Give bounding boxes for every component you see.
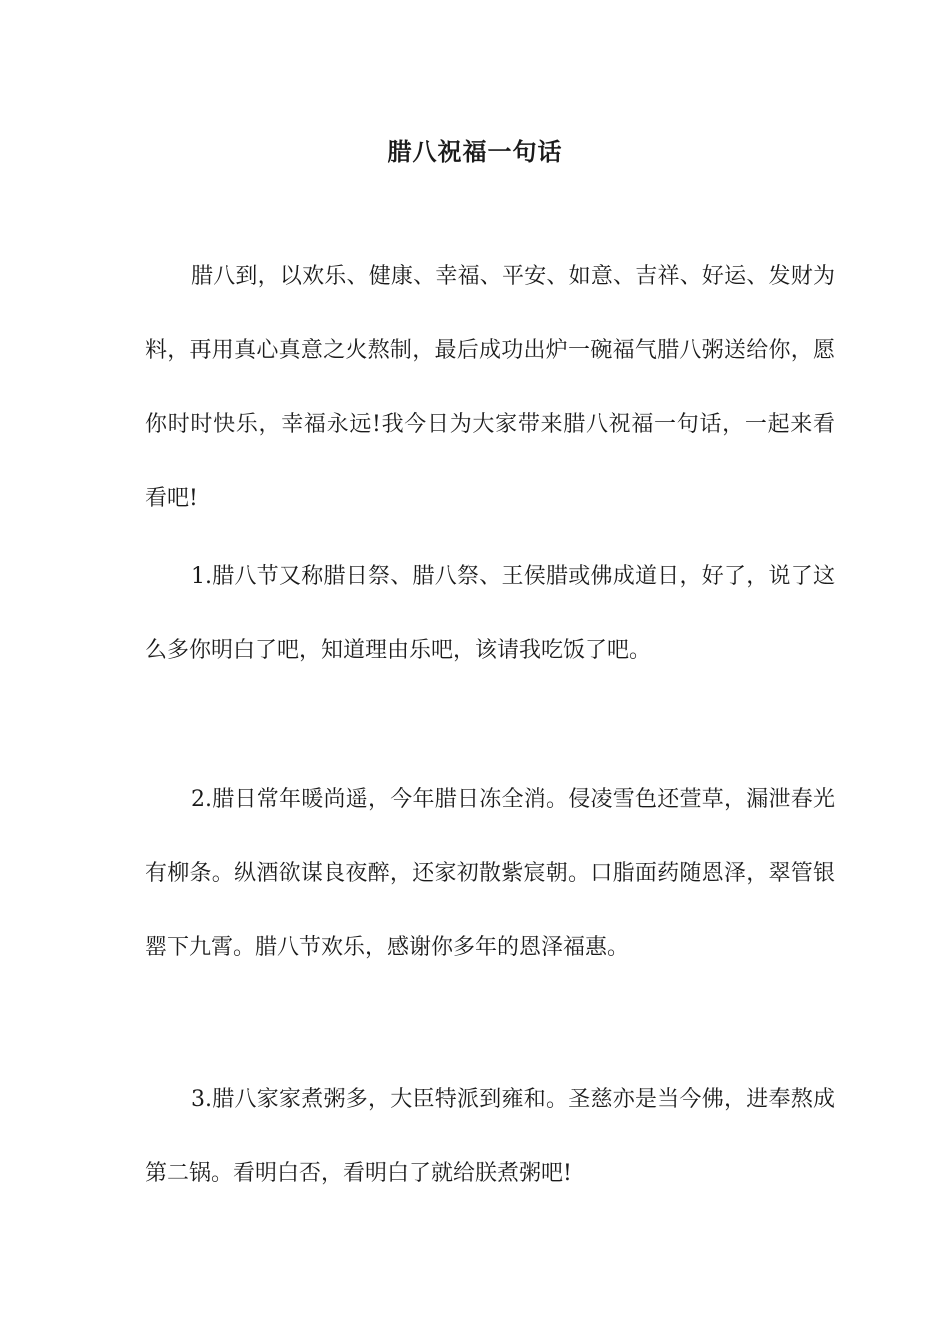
paragraph-item-3: 3.腊八家家煮粥多，大臣特派到雍和。圣慈亦是当今佛，进奉熬成第二锅。看明白否，看明白了就给朕煮粥吧! — [145, 1087, 835, 1186]
paragraph-item-1: 1.腊八节又称腊日祭、腊八祭、王侯腊或佛成道日，好了，说了这么多你明白了吧，知道理由乐吧，该请我吃饭了吧。 — [145, 564, 835, 663]
paragraph-item-2: 2.腊日常年暖尚遥，今年腊日冻全消。侵凌雪色还萱草，漏泄春光有柳条。纵酒欲谋良夜醉，还家初散紫宸朝。口脂面药随恩泽，翠管银罂下九霄。腊八节欢乐，感谢你多年的恩泽福惠。 — [145, 787, 835, 960]
document-title: 腊八祝福一句话 — [387, 137, 563, 166]
paragraph-intro: 腊八到，以欢乐、健康、幸福、平安、如意、吉祥、好运、发财为料，再用真心真意之火熬制，最后成功出炉一碗福气腊八粥送给你，愿你时时快乐，幸福永远!我今日为大家带来腊八祝福一句话，一起来看看吧! — [145, 264, 835, 511]
